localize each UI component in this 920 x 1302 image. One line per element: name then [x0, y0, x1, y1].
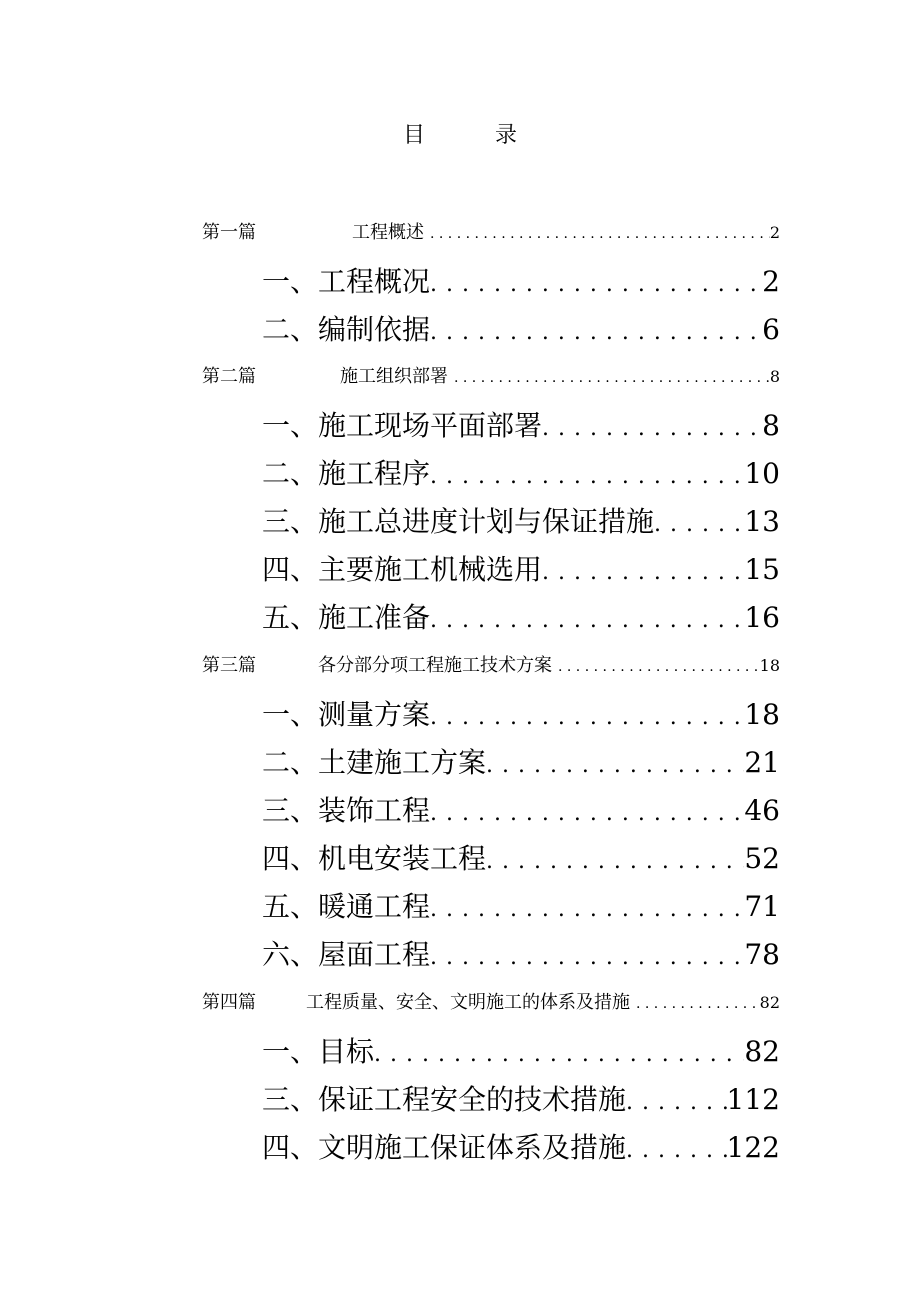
part-page-number: 8 [769, 367, 780, 386]
part-page-number: 18 [759, 656, 780, 675]
section-title: 一、施工现场平面部署 [262, 409, 543, 442]
section-page-number: 46 [744, 794, 780, 827]
dot-leader [430, 938, 744, 978]
toc-section[interactable] [262, 743, 780, 786]
section-page-number: 112 [726, 1083, 780, 1116]
section-title: 三、装饰工程 [262, 794, 431, 827]
part-number: 第三篇 [202, 655, 256, 676]
toc-section[interactable] [262, 550, 780, 593]
toc-section[interactable] [262, 1032, 780, 1075]
part-title: 施工组织部署 [340, 366, 448, 387]
section-page-number: 18 [744, 698, 780, 731]
toc-part-3[interactable] [202, 653, 780, 680]
toc-section[interactable] [262, 502, 780, 545]
dot-leader [486, 842, 744, 882]
section-page-number: 2 [762, 265, 780, 298]
section-title: 二、施工程序 [262, 457, 431, 490]
toc-section[interactable] [262, 935, 780, 978]
section-title: 三、施工总进度计划与保证措施 [262, 505, 655, 538]
dot-leader [626, 1083, 727, 1123]
part-page-number: 82 [759, 993, 780, 1012]
section-title: 四、主要施工机械选用 [262, 553, 543, 586]
section-title: 四、机电安装工程 [262, 842, 487, 875]
toc-section[interactable] [262, 598, 780, 641]
part-page-number: 2 [769, 223, 780, 242]
dot-leader [374, 1035, 744, 1075]
toc-section[interactable] [262, 695, 780, 738]
part-title: 工程概述 [352, 222, 424, 243]
dot-leader [430, 265, 762, 305]
section-page-number: 13 [744, 505, 780, 538]
section-title: 一、工程概况 [262, 265, 431, 298]
toc-section[interactable] [262, 1080, 780, 1123]
section-title: 二、土建施工方案 [262, 746, 487, 779]
toc-section[interactable] [262, 1128, 780, 1171]
dot-leader [430, 313, 762, 353]
section-page-number: 21 [744, 746, 780, 779]
toc-section[interactable] [262, 454, 780, 497]
dot-leader [430, 601, 744, 641]
toc-section[interactable] [262, 887, 780, 930]
dot-leader [430, 794, 744, 834]
section-page-number: 16 [744, 601, 780, 634]
section-page-number: 8 [762, 409, 780, 442]
toc-title-char-2: 录 [495, 123, 518, 148]
section-title: 五、暖通工程 [262, 890, 431, 923]
part-number: 第二篇 [202, 366, 256, 387]
toc-section[interactable] [262, 406, 780, 449]
dot-leader [430, 457, 744, 497]
dot-leader [454, 365, 770, 391]
toc-title-char-1: 目 [402, 123, 425, 148]
part-title: 各分部分项工程施工技术方案 [318, 655, 552, 676]
section-page-number: 122 [726, 1131, 780, 1164]
dot-leader [430, 890, 744, 930]
dot-leader [558, 654, 760, 680]
section-title: 二、编制依据 [262, 313, 431, 346]
dot-leader [636, 991, 760, 1017]
section-title: 六、屋面工程 [262, 938, 431, 971]
dot-leader [542, 409, 762, 449]
toc-section[interactable] [262, 791, 780, 834]
section-page-number: 71 [744, 890, 780, 923]
section-title: 一、测量方案 [262, 698, 431, 731]
dot-leader [430, 698, 744, 738]
section-page-number: 15 [744, 553, 780, 586]
section-page-number: 6 [762, 313, 780, 346]
part-number: 第一篇 [202, 222, 256, 243]
dot-leader [486, 746, 744, 786]
dot-leader [542, 553, 744, 593]
section-page-number: 52 [744, 842, 780, 875]
section-title: 五、施工准备 [262, 601, 431, 634]
toc-section[interactable] [262, 262, 780, 305]
toc-part-1[interactable] [202, 220, 780, 247]
section-title: 四、文明施工保证体系及措施 [262, 1131, 627, 1164]
dot-leader [626, 1131, 727, 1171]
section-page-number: 78 [744, 938, 780, 971]
dot-leader [430, 221, 770, 247]
section-page-number: 82 [744, 1035, 780, 1068]
part-title: 工程质量、安全、文明施工的体系及措施 [306, 992, 630, 1013]
section-page-number: 10 [744, 457, 780, 490]
toc-section[interactable] [262, 310, 780, 353]
toc-section[interactable] [262, 839, 780, 882]
dot-leader [654, 505, 744, 545]
part-number: 第四篇 [202, 992, 256, 1013]
toc-part-2[interactable] [202, 364, 780, 391]
section-title: 一、目标 [262, 1035, 375, 1068]
toc-part-4[interactable] [202, 990, 780, 1017]
section-title: 三、保证工程安全的技术措施 [262, 1083, 627, 1116]
